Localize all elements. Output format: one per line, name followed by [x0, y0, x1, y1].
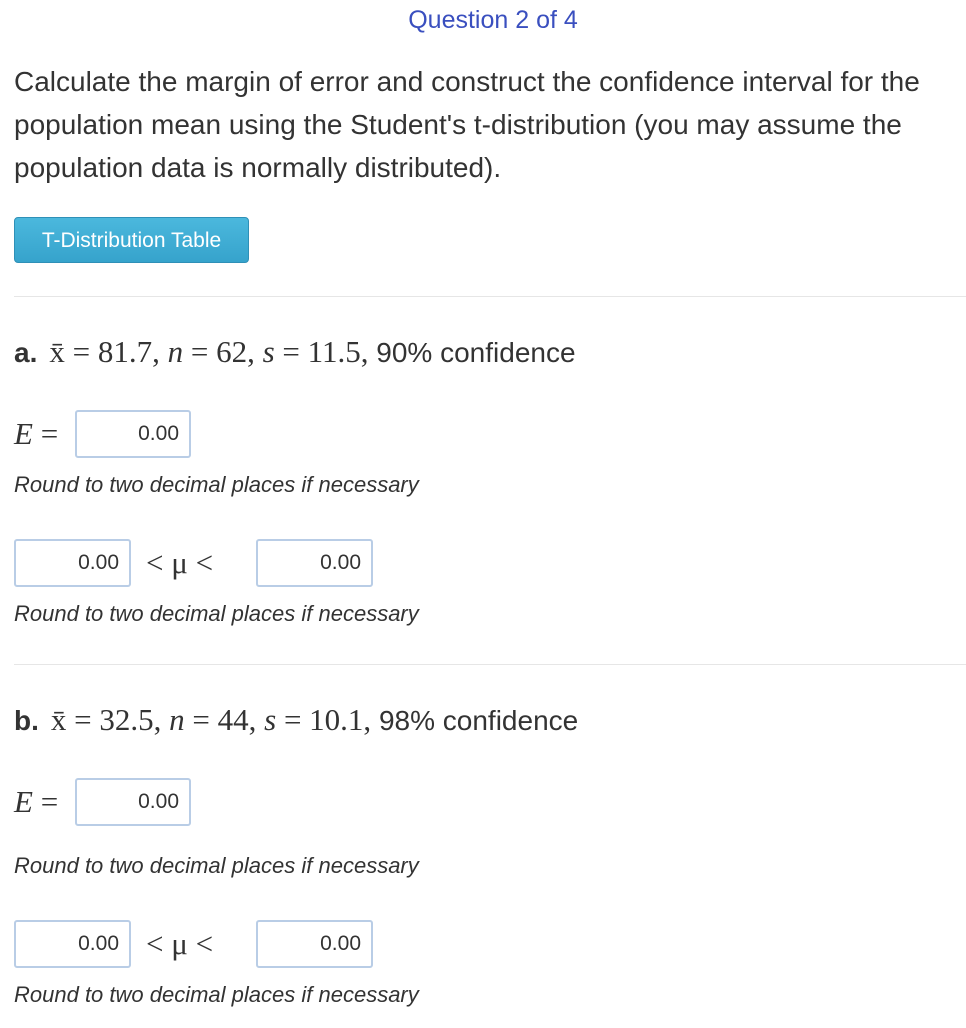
part-b-letter: b.	[14, 705, 39, 736]
s-var: s	[262, 334, 275, 369]
part-b-upper-bound-input[interactable]: 0.00	[256, 920, 373, 968]
part-b-e-label	[14, 784, 58, 820]
n-value: = 62,	[190, 334, 255, 369]
confidence-level: 90% confidence	[376, 337, 576, 368]
confidence-level: 98% confidence	[378, 705, 579, 736]
part-a-lower-bound-input[interactable]: 0.00	[14, 539, 131, 587]
n-var: n	[169, 702, 185, 737]
divider	[14, 664, 966, 665]
part-b-margin-of-error-input[interactable]: 0.00	[75, 778, 191, 826]
t-distribution-table-button[interactable]: T-Distribution Table	[14, 217, 249, 263]
xbar-value: = 32.5,	[74, 702, 162, 737]
xbar-value: = 81.7,	[72, 334, 160, 369]
n-value: = 44,	[192, 702, 257, 737]
xbar-symbol: x̄	[50, 702, 67, 737]
part-b-lower-bound-input[interactable]: 0.00	[14, 920, 131, 968]
part-a-e-hint: Round to two decimal places if necessary	[14, 472, 419, 497]
s-value: = 11.5,	[282, 334, 369, 369]
n-var: n	[167, 334, 184, 369]
part-a-upper-bound-input[interactable]: 0.00	[256, 539, 373, 587]
s-var: s	[264, 702, 277, 737]
e-equals: =	[40, 416, 59, 451]
part-a-margin-of-error-input[interactable]: 0.00	[75, 410, 191, 458]
part-b-given	[14, 702, 578, 738]
part-a-ci-hint: Round to two decimal places if necessary	[14, 601, 419, 626]
e-var: E	[14, 784, 33, 819]
part-b-ci-hint: Round to two decimal places if necessary	[14, 982, 419, 1007]
part-a-e-label	[14, 416, 58, 452]
part-a-mu-inequality: < μ <	[146, 545, 214, 580]
e-var: E	[14, 416, 33, 451]
part-a-letter: a.	[14, 337, 38, 368]
divider	[14, 296, 966, 297]
question-prompt: Calculate the margin of error and construct the confidence interval for the population mean using the Student's t-distribution (you may assume the population data is normally distributed).	[14, 66, 920, 183]
question-counter: Question 2 of 4	[408, 6, 578, 34]
e-equals: =	[40, 784, 59, 819]
s-value: = 10.1,	[283, 702, 372, 737]
part-b-e-hint: Round to two decimal places if necessary	[14, 853, 419, 878]
part-b-mu-inequality: < μ <	[146, 926, 214, 961]
part-a-given	[14, 334, 576, 370]
xbar-symbol: x̄	[49, 334, 65, 369]
